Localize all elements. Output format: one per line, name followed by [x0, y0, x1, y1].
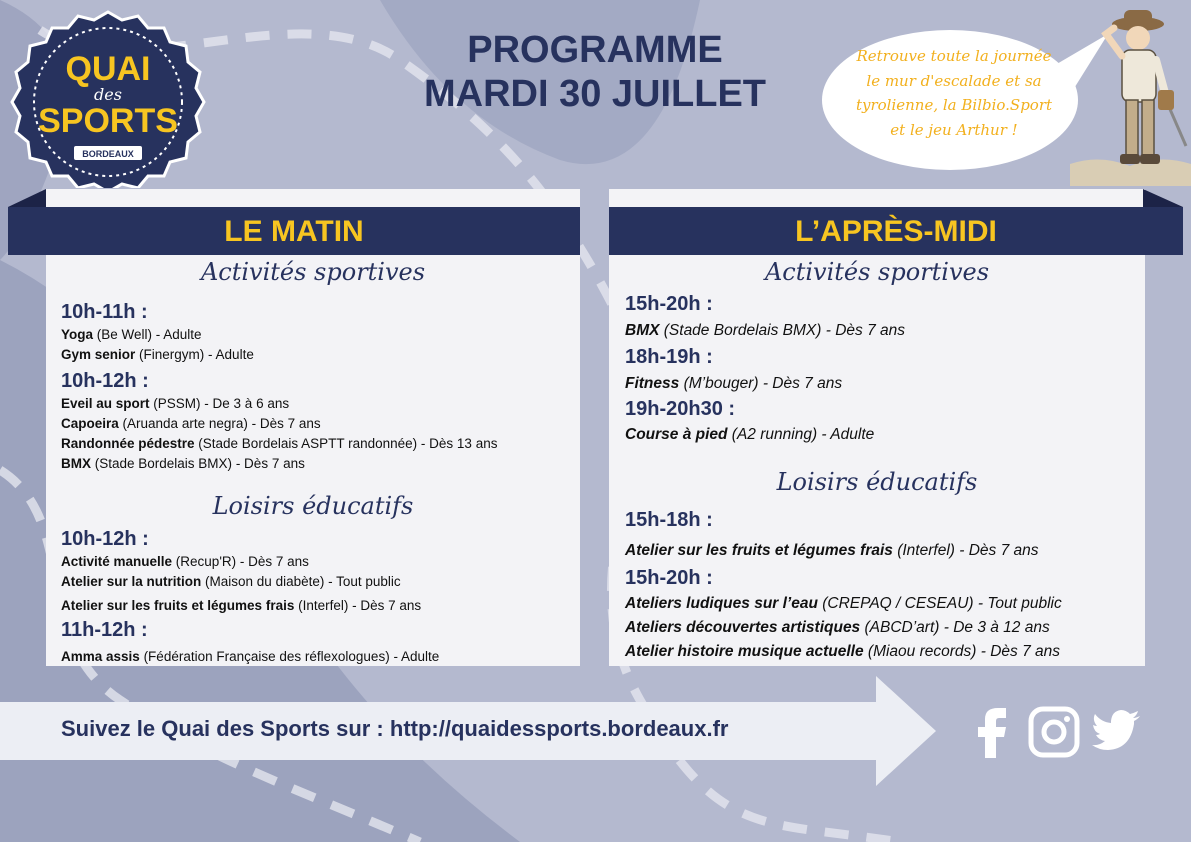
morning-activity-manuelle: Activité manuelle (Recup'R) - Dès 7 ans	[61, 554, 309, 569]
bubble-line-2: le mur d'escalade et sa	[866, 71, 1042, 90]
afternoon-activity-musique: Atelier histoire musique actuelle (Miaou records) - Dès 7 ans	[625, 643, 1061, 660]
afternoon-activity-fitness: Fitness (M’bouger) - Dès 7 ans	[625, 375, 843, 392]
morning-slot-4: 11h-12h :	[61, 619, 148, 641]
facebook-icon[interactable]	[972, 704, 1012, 760]
afternoon-slot-4: 15h-18h :	[625, 509, 713, 531]
afternoon-slot-5: 15h-20h :	[625, 567, 713, 589]
morning-activity-amma: Amma assis (Fédération Française des réflexologues) - Adulte	[61, 649, 440, 664]
morning-leisure-title: Loisirs éducatifs	[212, 492, 414, 520]
morning-activity-eveil: Eveil au sport (PSSM) - De 3 à 6 ans	[61, 396, 290, 411]
afternoon-sport-title: Activités sportives	[764, 258, 990, 286]
afternoon-activity-course: Course à pied (A2 running) - Adulte	[625, 426, 875, 443]
logo-word-bordeaux: BORDEAUX	[82, 149, 134, 159]
afternoon-band: L’APRÈS-MIDI	[609, 207, 1183, 255]
morning-activity-nutrition: Atelier sur la nutrition (Maison du diabète) - Tout public	[61, 574, 401, 589]
afternoon-activity-eau: Ateliers ludiques sur l’eau (CREPAQ / CESEAU) - Tout public	[625, 595, 1062, 612]
twitter-icon[interactable]	[1092, 710, 1142, 754]
bubble-line-1: Retrouve toute la journée	[856, 47, 1052, 65]
morning-band: LE MATIN	[8, 207, 580, 255]
morning-activity-randonnee: Randonnée pédestre (Stade Bordelais ASPTT randonnée) - Dès 13 ans	[61, 436, 498, 451]
morning-activity-bmx: BMX (Stade Bordelais BMX) - Dès 7 ans	[61, 456, 305, 471]
afternoon-activity-bmx: BMX (Stade Bordelais BMX) - Dès 7 ans	[625, 322, 905, 339]
morning-slot-1: 10h-11h :	[61, 301, 148, 323]
logo-word-sports: SPORTS	[38, 102, 178, 140]
bubble-line-3: tyrolienne, la Bilbio.Sport	[855, 96, 1053, 114]
morning-activity-fruits: Atelier sur les fruits et légumes frais (Interfel) - Dès 7 ans	[61, 598, 422, 613]
follow-label: Suivez le Quai des Sports sur :	[61, 716, 390, 741]
instagram-icon[interactable]	[1028, 706, 1080, 758]
page-title	[380, 28, 810, 116]
afternoon-band-fold	[1143, 189, 1183, 209]
morning-band-fold	[8, 189, 48, 209]
title-line-date: MARDI 30 JUILLET	[423, 73, 767, 115]
afternoon-activity-fruits: Atelier sur les fruits et légumes frais (Interfel) - Dès 7 ans	[625, 542, 1039, 559]
morning-slot-2: 10h-12h :	[61, 370, 149, 392]
title-line-programme: PROGRAMME	[467, 29, 723, 71]
afternoon-slot-1: 15h-20h :	[625, 293, 713, 315]
logo-word-des: des	[94, 85, 122, 104]
afternoon-activity-artistiques: Ateliers découvertes artistiques (ABCD’art) - De 3 à 12 ans	[625, 619, 1050, 636]
quai-des-sports-logo-icon	[10, 8, 206, 188]
website-link[interactable]: http://quaidessports.bordeaux.fr	[389, 716, 729, 741]
morning-activity-capoeira: Capoeira (Aruanda arte negra) - Dès 7 ans	[61, 416, 321, 431]
morning-sport-title: Activités sportives	[200, 258, 426, 286]
bubble-line-4: et le jeu Arthur !	[890, 120, 1018, 139]
morning-activity-yoga: Yoga (Be Well) - Adulte	[61, 327, 202, 342]
morning-activity-gym-senior: Gym senior (Finergym) - Adulte	[61, 347, 254, 362]
afternoon-slot-3: 19h-20h30 :	[625, 398, 736, 420]
follow-line	[61, 716, 728, 742]
logo-word-quai: QUAI	[65, 50, 151, 88]
afternoon-leisure-title: Loisirs éducatifs	[776, 468, 978, 496]
morning-slot-3: 10h-12h :	[61, 528, 149, 550]
afternoon-slot-2: 18h-19h :	[625, 346, 713, 368]
explorer-mascot-icon	[1070, 4, 1191, 186]
bubble-text	[840, 44, 1068, 142]
